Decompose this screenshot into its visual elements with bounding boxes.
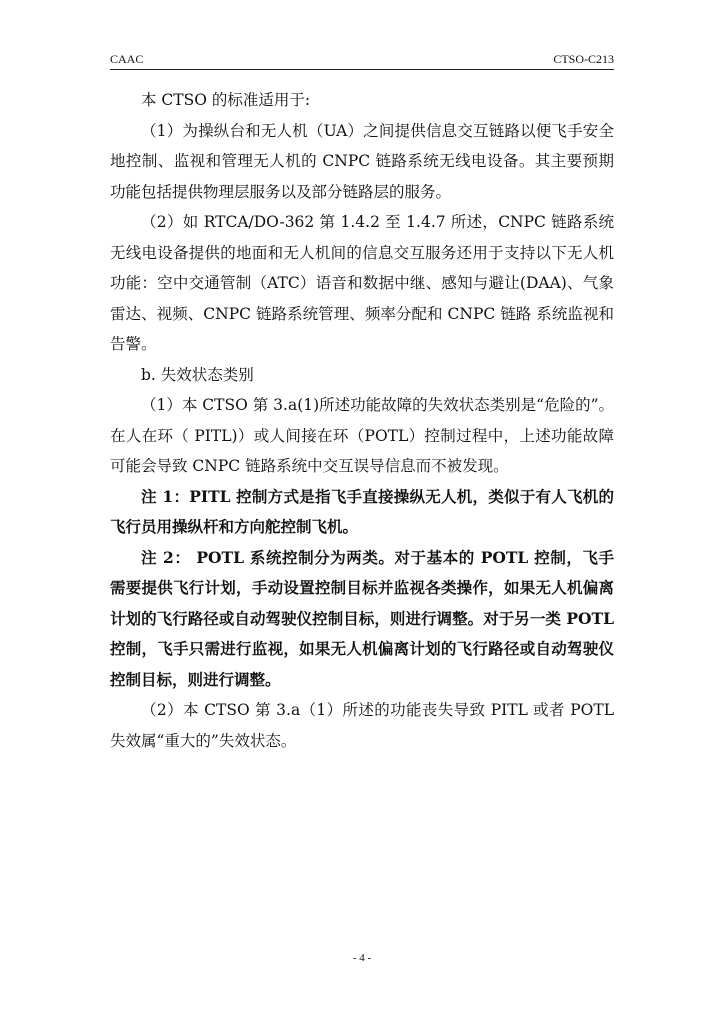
- header-rule: [110, 69, 614, 70]
- paragraph-item-1: （1）为操纵台和无人机（UA）之间提供信息交互链路以便飞手安全地控制、监视和管理无人机的 CNPC 链路系统无线电设备。其主要预期功能包括提供物理层服务以及部分链路层的服务。: [110, 121, 614, 201]
- paragraph-failure-1: （1）本 CTSO 第 3.a(1)所述功能故障的失效状态类别是“危险的”。在人在环（ PITL)）或人间接在环（POTL）控制过程中，上述功能故障可能会导致 CNPC 链路系统中交互误导信息而不被发现。: [110, 396, 615, 475]
- document-body: [110, 85, 614, 756]
- page-header: [110, 52, 614, 68]
- header-org: CAAC: [110, 52, 144, 66]
- header-doc-id: CTSO-C213: [553, 52, 614, 66]
- note-2: 注 2： POTL 系统控制分为两类。对于基本的 POTL 控制，飞手需要提供飞行计划，手动设置控制目标并监视各类操作，如果无人机偏离计划的飞行路径或自动驾驶仪控制目标，则进行调整。对于另一类 POTL 控制，飞手只需进行监视，如果无人机偏离计划的飞行路径或自动驾驶仪控制目标，则进行调整。: [110, 547, 614, 689]
- paragraph-item-2: （2）如 RTCA/DO-362 第 1.4.2 至 1.4.7 所述，CNPC 链路系统无线电设备提供的地面和无人机间的信息交互服务还用于支持以下无人机功能：空中交通管制（ATC）语音和数据中继、感知与避让(DAA)、气象雷达、视频、CNPC 链路系统管理、频率分配和 CNPC 链路 系统监视和告警。: [110, 213, 614, 353]
- section-heading-b: b. 失效状态类别: [141, 365, 254, 384]
- paragraph-intro: 本 CTSO 的标准适用于:: [141, 91, 311, 109]
- paragraph-failure-2: （2）本 CTSO 第 3.a（1）所述的功能丧失导致 PITL 或者 POTL 失效属“重大的”失效状态。: [110, 701, 614, 750]
- page-number: - 4 -: [352, 952, 372, 964]
- note-1: 注 1：PITL 控制方式是指飞手直接操纵无人机，类似于有人飞机的飞行员用操纵杆和方向舵控制飞机。: [110, 486, 614, 536]
